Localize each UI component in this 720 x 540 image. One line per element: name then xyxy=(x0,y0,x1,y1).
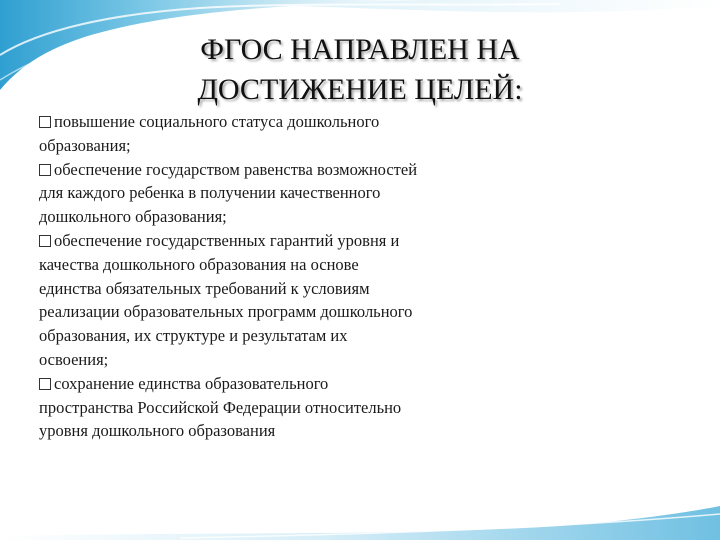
list-item-3-line-5: образования, их структуре и результатам их xyxy=(39,326,348,346)
checkbox-square-icon xyxy=(39,164,51,176)
list-text: повышение социального статуса дошкольного xyxy=(54,112,380,131)
list-text: сохранение единства образовательного xyxy=(54,373,329,393)
title-line-2: ДОСТИЖЕНИЕ ЦЕЛЕЙ: xyxy=(197,73,523,106)
list-item-3-line-4: реализации образовательных программ дошкольного xyxy=(39,302,413,322)
list-item-1-line-2: образования; xyxy=(39,135,131,155)
list-item-2-line-1 xyxy=(39,158,559,182)
list-item-1-line-1 xyxy=(39,110,559,134)
checkbox-square-icon xyxy=(39,378,51,390)
list-item-2-line-3: дошкольного образования; xyxy=(39,207,227,227)
list-text: обеспечение государственных гарантий уровня и xyxy=(54,230,400,250)
list-text: обеспечение государством равенства возможностей xyxy=(54,159,418,179)
checkbox-square-icon xyxy=(39,235,51,247)
checkbox-square-icon xyxy=(39,116,51,128)
list-item-2-line-2: для каждого ребенка в получении качественного xyxy=(39,183,381,203)
list-item-3-line-1 xyxy=(39,229,559,253)
list-item-4-line-1 xyxy=(39,372,559,396)
bottom-wave-decoration xyxy=(0,506,720,540)
list-item-3-line-3: единства обязательных требований к условиям xyxy=(39,278,370,298)
list-item-3-line-2: качества дошкольного образования на основе xyxy=(39,254,359,274)
slide-title xyxy=(100,30,620,110)
goals-list xyxy=(39,110,559,443)
title-line-1: ФГОС НАПРАВЛЕН НА xyxy=(200,33,520,66)
list-item-3-line-6: освоения; xyxy=(39,349,109,369)
list-item-4-line-3: уровня дошкольного образования xyxy=(39,421,276,441)
list-item-4-line-2: пространства Российской Федерации относительно xyxy=(39,397,402,417)
